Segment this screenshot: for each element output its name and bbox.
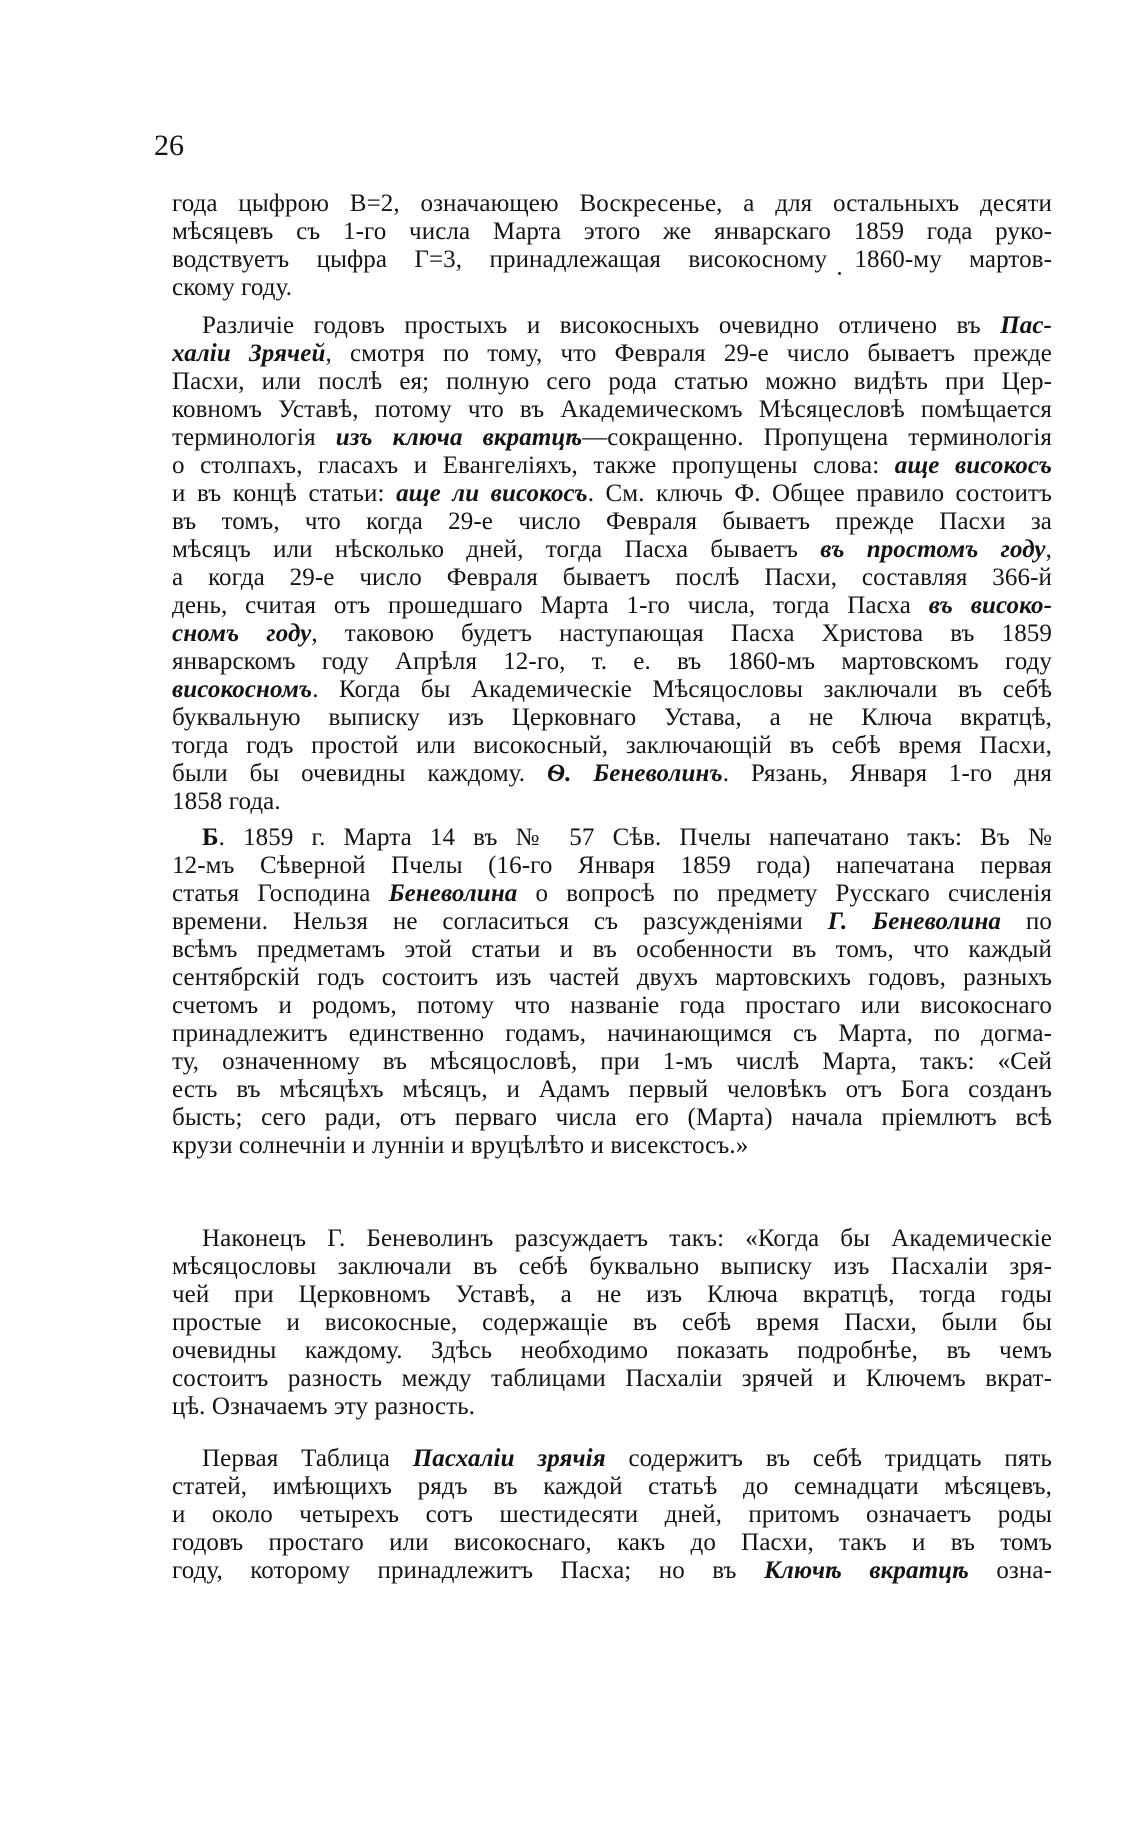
text-line: времени. Нельзя не согласиться съ разсужденіями Г. Беневолина по xyxy=(172,908,1052,935)
text-line: о столпахъ, гласахъ и Евангеліяхъ, также пропущены слова: аще високосъ xyxy=(172,452,1052,479)
text-line: ковномъ Уставѣ, потому что въ Академическомъ Мѣсяцесловѣ помѣщается xyxy=(172,396,1052,423)
text-line: были бы очевидны каждому. Ѳ. Беневолинъ. Рязань, Января 1-го дня xyxy=(172,760,1052,787)
text-line: день, считая отъ прошедшаго Марта 1-го числа, тогда Пасха въ високо- xyxy=(172,592,1052,619)
text-line: тогда годъ простой или високосный, заключающій въ себѣ время Пасхи, xyxy=(172,732,1052,759)
text-line: году, которому принадлежитъ Пасха; но въ Ключѣ вкратцѣ озна- xyxy=(172,1557,1052,1584)
text-line: Б. 1859 г. Марта 14 въ № 57 Сѣв. Пчелы напечатано такъ: Въ № xyxy=(202,824,1052,851)
text-line: статья Господина Беневолина о вопросѣ по предмету Русскаго счисленія xyxy=(172,880,1052,907)
text-line: чей при Церковномъ Уставѣ, а не изъ Ключа вкратцѣ, тогда годы xyxy=(172,1281,1052,1308)
text-line: скому году. xyxy=(172,274,293,301)
text-line: крузи солнечніи и лунніи и вруцѣлѣто и висекстосъ.» xyxy=(172,1132,749,1159)
text-line: Различіе годовъ простыхъ и високосныхъ очевидно отличено въ Пас- xyxy=(202,312,1052,339)
text-line: годовъ простаго или високоснаго, какъ до Пасхи, такъ и въ томъ xyxy=(172,1529,1052,1556)
paragraph-5 xyxy=(172,1445,1052,1585)
text-line: бысть; сего ради, отъ перваго числа его (Марта) начала пріемлютъ всѣ xyxy=(172,1104,1052,1131)
text-line: всѣмъ предметамъ этой статьи и въ особенности въ томъ, что каждый xyxy=(172,936,1052,963)
page-number: 26 xyxy=(154,129,184,162)
text-line: есть въ мѣсяцѣхъ мѣсяцъ, и Адамъ первый человѣкъ отъ Бога созданъ xyxy=(172,1076,1052,1103)
text-line: и въ концѣ статьи: аще ли високосъ. См. ключь Ф. Общее правило состоитъ xyxy=(172,480,1052,507)
text-line: и около четырехъ сотъ шестидесяти дней, притомъ означаетъ роды xyxy=(172,1501,1052,1528)
text-line: счетомъ и родомъ, потому что названіе года простаго или високоснаго xyxy=(172,992,1052,1019)
text-line: високосномъ. Когда бы Академическіе Мѣсяцословы заключали въ себѣ xyxy=(172,676,1052,703)
text-line: Первая Таблица Пасхаліи зрячія содержитъ въ себѣ тридцать пять xyxy=(202,1445,1052,1472)
paragraph-3 xyxy=(172,824,1052,1160)
paragraph-4 xyxy=(172,1225,1052,1421)
text-line: мѣсяцъ или нѣсколько дней, тогда Пасха бываетъ въ простомъ году, xyxy=(172,536,1052,563)
text-line: ту, означенному въ мѣсяцословѣ, при 1-мъ числѣ Марта, такъ: «Сей xyxy=(172,1048,1052,1075)
text-line: статей, имѣющихъ рядъ въ каждой статьѣ до семнадцати мѣсяцевъ, xyxy=(172,1473,1052,1500)
text-line: водствуетъ цыфра Г=3, принадлежащая високосному 1860-му мартов- xyxy=(172,246,1052,273)
text-line: а когда 29-е число Февраля бываетъ послѣ Пасхи, составляя 366-й xyxy=(172,564,1052,591)
text-line: состоитъ разность между таблицами Пасхаліи зрячей и Ключемъ вкрат- xyxy=(172,1365,1052,1392)
text-line: въ томъ, что когда 29-е число Февраля бываетъ прежде Пасхи за xyxy=(172,508,1052,535)
text-line: 12-мъ Сѣверной Пчелы (16-го Января 1859 года) напечатана первая xyxy=(172,852,1052,879)
text-line: сентябрскій годъ состоитъ изъ частей двухъ мартовскихъ годовъ, разныхъ xyxy=(172,964,1052,991)
text-line: принадлежитъ единственно годамъ, начинающимся съ Марта, по догма- xyxy=(172,1020,1052,1047)
text-line: буквальную выписку изъ Церковнаго Устава, а не Ключа вкратцѣ, xyxy=(172,704,1052,731)
text-line: сномъ году, таковою будетъ наступающая Пасха Христова въ 1859 xyxy=(172,620,1052,647)
text-line: январскомъ году Апрѣля 12-го, т. е. въ 1860-мъ мартовскомъ году xyxy=(172,648,1052,675)
paragraph-2 xyxy=(172,312,1052,816)
text-line: Наконецъ Г. Беневолинъ разсуждаетъ такъ: «Когда бы Академическіе xyxy=(202,1225,1052,1252)
paragraph-1 xyxy=(172,190,1052,302)
text-line: Пасхи, или послѣ ея; полную сего рода статью можно видѣть при Цер- xyxy=(172,368,1052,395)
text-line: мѣсяцословы заключали въ себѣ буквально выписку изъ Пасхаліи зря- xyxy=(172,1253,1052,1280)
text-line: терминологія изъ ключа вкратцѣ—сокращенно. Пропущена терминологія xyxy=(172,424,1052,451)
text-line: 1858 года. xyxy=(172,788,281,815)
text-line: цѣ. Означаемъ эту разность. xyxy=(172,1393,476,1420)
text-line: халіи Зрячей, смотря по тому, что Февраля 29-е число бываетъ прежде xyxy=(172,340,1052,367)
text-line: простые и високосные, содержащіе въ себѣ время Пасхи, были бы xyxy=(172,1309,1052,1336)
text-line: мѣсяцевъ съ 1-го числа Марта этого же январскаго 1859 года руко- xyxy=(172,218,1052,245)
text-line: очевидны каждому. Здѣсь необходимо показать подробнѣе, въ чемъ xyxy=(172,1337,1052,1364)
text-line: года цыфрою В=2, означающею Воскресенье, а для остальныхъ десяти xyxy=(172,190,1052,217)
